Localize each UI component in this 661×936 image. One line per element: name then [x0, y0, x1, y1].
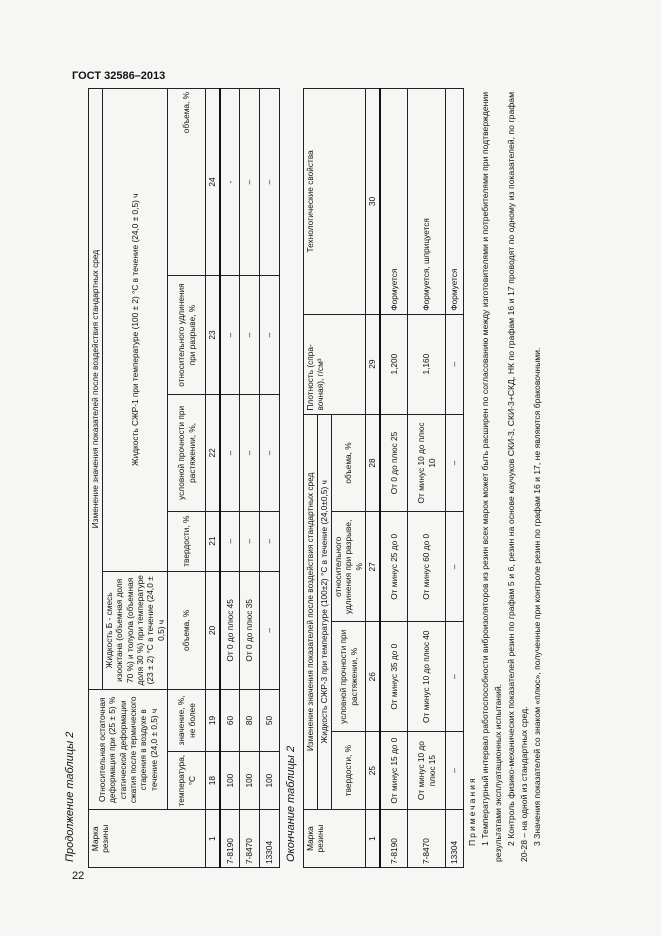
page-number: 22 — [72, 870, 85, 882]
cell: От минус 15 до 0 — [380, 732, 408, 810]
col-number: 1 — [206, 810, 220, 868]
cell: От минус 10 до плюс 10 — [408, 414, 446, 512]
note-item: 1 Температурный интервал работоспособности виброизоляторов из резин всех марок может быть расширен по согласованию между изготовителями и потребителями при подтверждении результатами эксплуатационных испытаний. — [480, 92, 503, 862]
cell: – — [240, 89, 260, 276]
notes-block — [466, 92, 544, 862]
col-number: 24 — [206, 89, 220, 276]
group-skzh1: Жидкость СЖР-1 при температуре (100 ± 2) °С в течение (24,0 ± 0,5) ч — [103, 89, 168, 572]
table-row — [220, 89, 240, 868]
sub-volume: объема, % — [332, 414, 366, 512]
cell: 1,200 — [380, 314, 408, 414]
cell: 100 — [260, 751, 280, 810]
col-number: 29 — [366, 314, 380, 414]
cell: – — [446, 314, 464, 414]
sub-tensile: условной прочности при растяжении, %, — [168, 395, 206, 512]
table-continuation — [88, 88, 280, 868]
col-number: 18 — [206, 751, 220, 810]
cell: 80 — [240, 690, 260, 752]
table-row — [260, 89, 280, 868]
note-item: 3 Значения показателей со знаком «плюс», полученные при контроле резин по графам 16 и 17, не являются браковочными. — [532, 347, 542, 846]
cell: От минус 10 до плюс 15 — [408, 732, 446, 810]
group-change-header: Изменение значения показателей после воздействия стандартных сред — [89, 89, 103, 690]
cell: 50 — [260, 690, 280, 752]
col-header-marka: Марка резины — [304, 810, 366, 868]
col-number: 28 — [366, 414, 380, 512]
cell: 13304 — [446, 810, 464, 868]
col-number: 21 — [206, 511, 220, 571]
cell: – — [240, 276, 260, 395]
col-density: Плотность (справочная), г/см³ — [304, 314, 366, 414]
note-item: 2 Контроль физико-механических показателей резин по графам 5 и 6, резин на основе каучуков СКИ-3, СКИ-3+СКД, НК по графам 16 и 17 проводят по одному из показателей, по графам 20-28 – на одной из стандартных сред. — [506, 92, 529, 862]
cell: Формуется — [380, 89, 408, 315]
cell: – — [220, 395, 240, 512]
cell: – — [260, 571, 280, 690]
table-row — [240, 89, 260, 868]
col-number: 19 — [206, 690, 220, 752]
cell: 100 — [220, 751, 240, 810]
col-number: 1 — [366, 810, 380, 868]
cell: От 0 до плюс 25 — [380, 414, 408, 512]
cell: – — [220, 276, 240, 395]
cell: – — [260, 89, 280, 276]
cell: От минус 60 до 0 — [408, 512, 446, 622]
col-number: 20 — [206, 571, 220, 690]
col-header-marka: Марка резины — [89, 810, 206, 868]
col-number: 26 — [366, 622, 380, 732]
cell: – — [260, 511, 280, 571]
cell: – — [446, 414, 464, 512]
group-liquid-b: Жидкость Б - смесь изооктана (объемная доля 70 %) и толуола (объемная доля 30 %) при температуре (23 ± 2) °С в течение (24,0 ± 0,5) ч — [103, 571, 168, 690]
sub-hardness: твердости, % — [168, 511, 206, 571]
sub-temperature: температура, °С — [168, 751, 206, 810]
cell: – — [446, 732, 464, 810]
table-end-caption: Окончание таблицы 2 — [285, 745, 297, 862]
standard-header: ГОСТ 32586–2013 — [72, 70, 166, 82]
sub-hardness: твердости, % — [332, 732, 366, 810]
table-cont-caption: Продолжение таблицы 2 — [64, 731, 76, 862]
table-row — [446, 89, 464, 868]
cell: 60 — [220, 690, 240, 752]
col-number: 30 — [366, 89, 380, 315]
sub-volume-2: объема, % — [168, 89, 206, 276]
cell: – — [220, 511, 240, 571]
group-change-header: Изменение значения показателей после воздействия стандартных сред — [304, 414, 318, 810]
sub-value: значение, %, не более — [168, 690, 206, 752]
cell: – — [240, 511, 260, 571]
col-number: 23 — [206, 276, 220, 395]
notes-title: Примечания — [467, 776, 477, 846]
cell: Формуется, шприцуется — [408, 89, 446, 315]
cell: Формуется — [446, 89, 464, 315]
cell: От 0 до плюс 45 — [220, 571, 240, 690]
col-technological: Технологические свойства — [304, 89, 366, 315]
col-number: 25 — [366, 732, 380, 810]
cell: 1,160 — [408, 314, 446, 414]
cell: 100 — [240, 751, 260, 810]
cell: 7-8190 — [220, 810, 240, 868]
cell: – — [446, 622, 464, 732]
col-number: 22 — [206, 395, 220, 512]
cell: - — [220, 89, 240, 276]
sub-volume: объема, % — [168, 571, 206, 690]
end-table — [303, 88, 464, 868]
cell: От 0 до плюс 35 — [240, 571, 260, 690]
cell: От минус 35 до 0 — [380, 622, 408, 732]
cell: – — [446, 512, 464, 622]
cell: – — [260, 276, 280, 395]
cell: – — [260, 395, 280, 512]
sub-tensile: условной прочности при растяжении, % — [332, 622, 366, 732]
cell: 7-8190 — [380, 810, 408, 868]
cell: От минус 25 до 0 — [380, 512, 408, 622]
table-row — [408, 89, 446, 868]
cell: 7-8470 — [408, 810, 446, 868]
continuation-table — [88, 88, 280, 868]
group-skzh3: Жидкость СЖР-3 при температуре (100±2) °С в течение (24,0±0,5) ч — [318, 414, 332, 810]
table-end — [303, 88, 464, 868]
table-row — [380, 89, 408, 868]
cell: От минус 10 до плюс 40 — [408, 622, 446, 732]
sub-elongation: относительного удлинения при разрыве, % — [332, 512, 366, 622]
col-number: 27 — [366, 512, 380, 622]
sub-elongation: относительного удлинения при разрыве, % — [168, 276, 206, 395]
cell: 13304 — [260, 810, 280, 868]
cell: 7-8470 — [240, 810, 260, 868]
cell: – — [240, 395, 260, 512]
group-residual-deformation: Относительная остаточная деформация при (25 ± 5) % статической деформации сжатия после термического старения в воздухе в течение (24,0 ± 0,5) ч — [89, 690, 168, 810]
